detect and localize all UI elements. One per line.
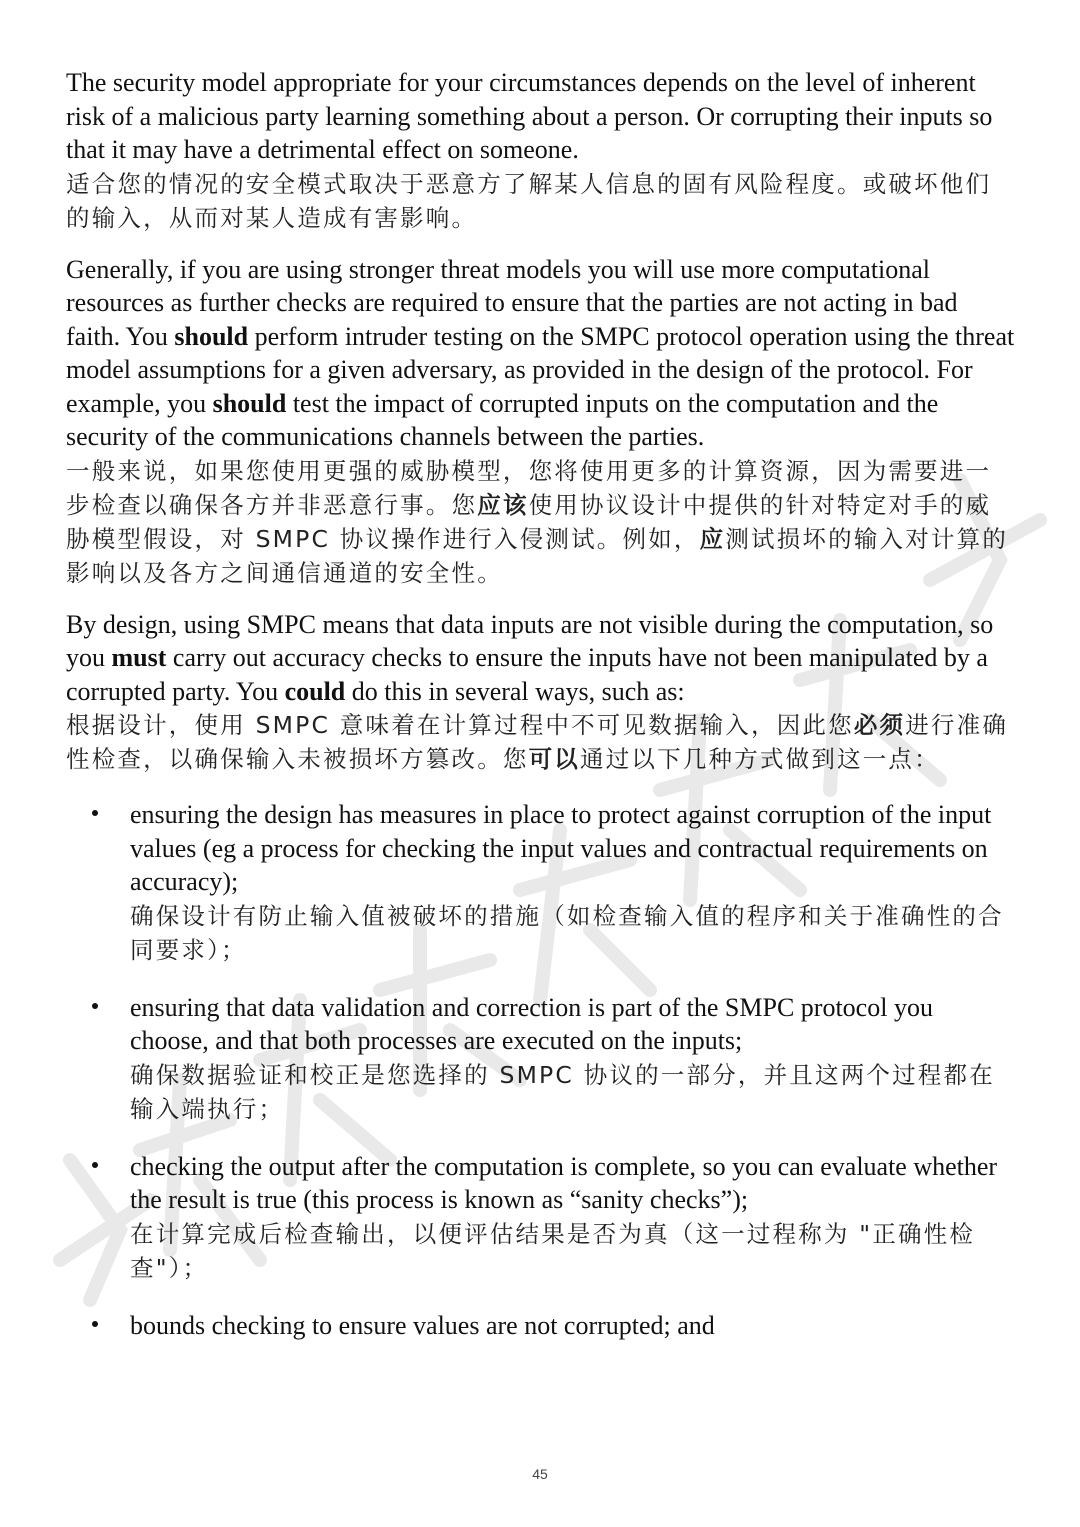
paragraph-en bbox=[66, 66, 1016, 167]
paragraph-zh bbox=[66, 708, 1016, 776]
text-run: carry out accuracy checks to ensure the inputs have not been manipulated by a corrupted party. You bbox=[66, 643, 988, 706]
list-item-en: bounds checking to ensure values are not corrupted; and bbox=[130, 1310, 715, 1340]
text-run: 通过以下几种方式做到这一点： bbox=[580, 745, 940, 773]
text-run: The security model appropriate for your circumstances depends on the level of inherent risk of a malicious party learning something about a person. Or corrupting their inputs so that it may have a detrimental effect on someone. bbox=[66, 68, 993, 164]
paragraph-security-model bbox=[66, 66, 1016, 235]
text-run: do this in several ways, such as: bbox=[345, 676, 685, 706]
page-number: 45 bbox=[532, 1466, 548, 1482]
document-body bbox=[66, 66, 1016, 1366]
list-item bbox=[66, 1150, 1016, 1285]
bullet-icon bbox=[92, 1162, 98, 1168]
bullet-icon bbox=[92, 1321, 98, 1327]
paragraph-zh bbox=[66, 454, 1016, 590]
emphasis-text: should bbox=[212, 388, 287, 418]
text-run: 一般来说，如果您使用更强的威胁模型，您将使用更多的计算资源，因为需要进一步检查以确保各方并非恶意行事。您 bbox=[66, 456, 992, 519]
emphasis-text: 应 bbox=[699, 524, 726, 553]
accuracy-check-list bbox=[66, 798, 1016, 1342]
text-run: 适合您的情况的安全模式取决于恶意方了解某人信息的固有风险程度。或破坏他们的输入，从而对某人造成有害影响。 bbox=[66, 169, 992, 232]
emphasis-text: should bbox=[174, 321, 249, 351]
list-item-zh: 确保设计有防止输入值被破坏的措施（如检查输入值的程序和关于准确性的合同要求）； bbox=[130, 901, 1004, 964]
paragraph-zh bbox=[66, 167, 1016, 235]
emphasis-text: 应该 bbox=[477, 490, 529, 519]
list-item bbox=[66, 1309, 1016, 1343]
text-run: 使用协议设计中提供的针对特定对手的威胁模型假设，对 SMPC 协议操作进行入侵测试。例如， bbox=[66, 490, 992, 553]
text-run: 测试损坏的输入对计算的影响以及各方之间通信通道的安全性。 bbox=[66, 524, 1009, 587]
list-item-zh: 在计算完成后检查输出，以便评估结果是否为真（这一过程称为 "正确性检查"）； bbox=[130, 1219, 976, 1282]
paragraph-en bbox=[66, 608, 1016, 709]
text-run: perform intruder testing on the SMPC protocol operation using the threat model assumptions for a given adversary, as provided in the design of the protocol. For example, you bbox=[66, 321, 1015, 418]
list-item-en: checking the output after the computation is complete, so you can evaluate whether the result is true (this process is known as “sanity checks”); bbox=[130, 1151, 998, 1214]
list-item-en: ensuring the design has measures in place to protect against corruption of the input values (eg a process for checking the input values and contractual requirements on accuracy); bbox=[130, 800, 992, 896]
bullet-icon bbox=[92, 1003, 98, 1009]
text-run: 进行准确性检查，以确保输入未被损坏方篡改。您 bbox=[66, 711, 1009, 773]
list-item-en: ensuring that data validation and correction is part of the SMPC protocol you choose, and that both processes are executed on the inputs; bbox=[130, 992, 933, 1055]
emphasis-text: could bbox=[284, 676, 346, 706]
emphasis-text: 必须 bbox=[853, 711, 906, 739]
text-run: Generally, if you are using stronger threat models you will use more computational resources as further checks are required to ensure that the parties are not acting in bad faith. You bbox=[66, 254, 958, 351]
text-run: test the impact of corrupted inputs on the computation and the security of the communications channels between the parties. bbox=[66, 388, 939, 451]
text-run: 根据设计，使用 SMPC 意味着在计算过程中不可见数据输入，因此您 bbox=[66, 711, 854, 739]
emphasis-text: must bbox=[111, 643, 167, 672]
text-run: By design, using SMPC means that data inputs are not visible during the computation, so you bbox=[66, 609, 994, 672]
list-item-zh: 确保数据验证和校正是您选择的 SMPC 协议的一部分，并且这两个过程都在输入端执行； bbox=[130, 1060, 995, 1123]
list-item bbox=[66, 798, 1016, 967]
paragraph-accuracy-checks bbox=[66, 608, 1016, 777]
list-item bbox=[66, 991, 1016, 1126]
emphasis-text: 可以 bbox=[528, 745, 581, 773]
bullet-icon bbox=[92, 810, 98, 816]
paragraph-threat-models bbox=[66, 253, 1016, 590]
paragraph-en bbox=[66, 253, 1016, 454]
